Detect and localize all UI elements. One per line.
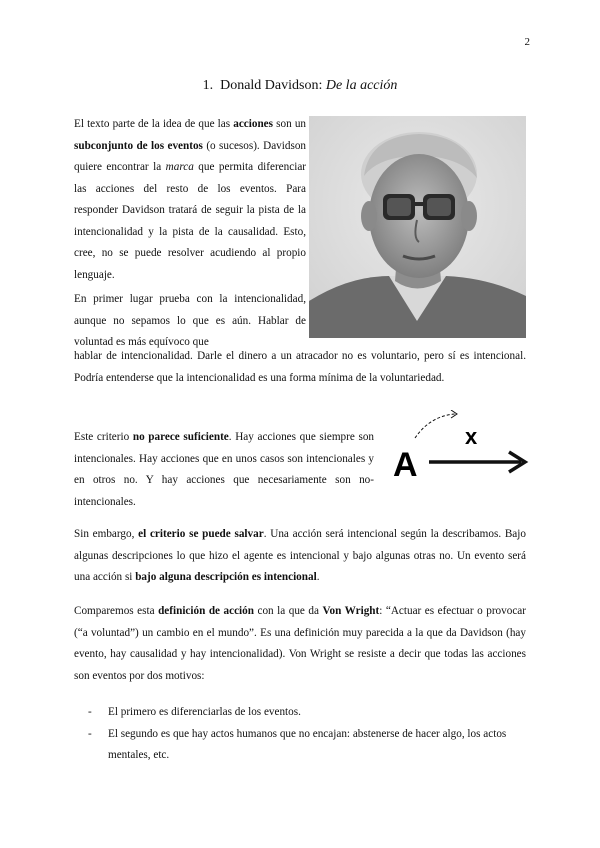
bullet-item-1: - El primero es diferenciarlas de los eventos. xyxy=(88,706,301,718)
para3-run-2: . Hay acciones que siempre son intencionales. Hay acciones que en unos casos son intencionales y en otros no. Y hay acciones que necesariamente son no-intencionales. xyxy=(74,431,375,508)
section-title xyxy=(0,78,600,94)
paragraph-3 xyxy=(74,427,374,513)
para5-run-0: Comparemos esta xyxy=(74,605,159,617)
para1-run-6: que permita diferenciar las acciones del resto de los eventos. Para responder Davidson tratará de seguir la pista de la intencionalidad y la pista de la causalidad. Esto, cree, no se puede resolver acudiendo al propio lenguaje. xyxy=(74,161,307,281)
para1-run-0: El texto parte de la idea de que las xyxy=(74,118,234,130)
para4-run-0: Sin embargo, xyxy=(74,528,139,540)
bullet-list xyxy=(74,702,526,767)
page-number: 2 xyxy=(524,36,530,48)
paragraph-4 xyxy=(74,524,526,589)
para4-run-3: bajo alguna descripción es intencional xyxy=(135,571,317,583)
paragraph-1 xyxy=(74,114,306,286)
para3-run-1: no parece suficiente xyxy=(132,431,229,443)
para1-run-5: marca xyxy=(165,161,194,173)
title-author: Donald Davidson: xyxy=(220,78,323,93)
diagram-label-a: A xyxy=(393,446,418,484)
para5-run-1: definición de acción xyxy=(158,605,254,617)
para1-run-2: son un xyxy=(273,118,307,130)
para1-run-4: (o sucesos). Davidson quiere encontrar la xyxy=(74,139,307,173)
curved-dashed-arrow xyxy=(415,414,455,438)
para5-run-3: Von Wright xyxy=(322,605,380,617)
paragraph-2-top: En primer lugar prueba con la intencionalidad, aunque no sepamos lo que es aún. Hablar de voluntad es más equívoco que xyxy=(74,293,306,348)
paragraph-5 xyxy=(74,601,526,687)
title-work: De la acción xyxy=(325,78,398,93)
para4-run-2: . Una acción será intencional según la describamos. Bajo algunas descripciones lo que hizo el agente es intencional y bajo algunas otras no. Un evento será una acción si xyxy=(74,528,526,583)
para1-run-3: subconjunto de los eventos xyxy=(74,139,203,152)
action-diagram xyxy=(385,410,530,490)
bullet-item-2: - El segundo es que hay actos humanos que no encajan: abstenerse de hacer algo, los actos mentales, etc. xyxy=(88,727,507,761)
para5-run-2: con la que da xyxy=(253,605,323,617)
davidson-portrait-photo xyxy=(309,116,526,338)
diagram-label-x: x xyxy=(465,424,478,449)
para4-run-4: . xyxy=(316,571,320,583)
para4-run-1: el criterio se puede salvar xyxy=(138,528,264,540)
para3-run-0: Este criterio xyxy=(74,431,133,443)
paragraph-2-bottom: hablar de intencionalidad. Darle el dinero a un atracador no es voluntario, pero sí es intencional. Podría entenderse que la intencionalidad es una forma mínima de la voluntariedad. xyxy=(74,350,526,384)
title-number: 1. xyxy=(202,78,214,93)
para5-run-4: : “Actuar es efectuar o provocar (“a voluntad”) un cambio en el mundo”. Es una definición muy parecida a la que da Davidson (hay evento, hay causalidad y hay intencionalidad). Von Wright se resiste a decir que todas las acciones son eventos por dos motivos: xyxy=(74,605,526,682)
para1-run-1: acciones xyxy=(233,118,274,130)
